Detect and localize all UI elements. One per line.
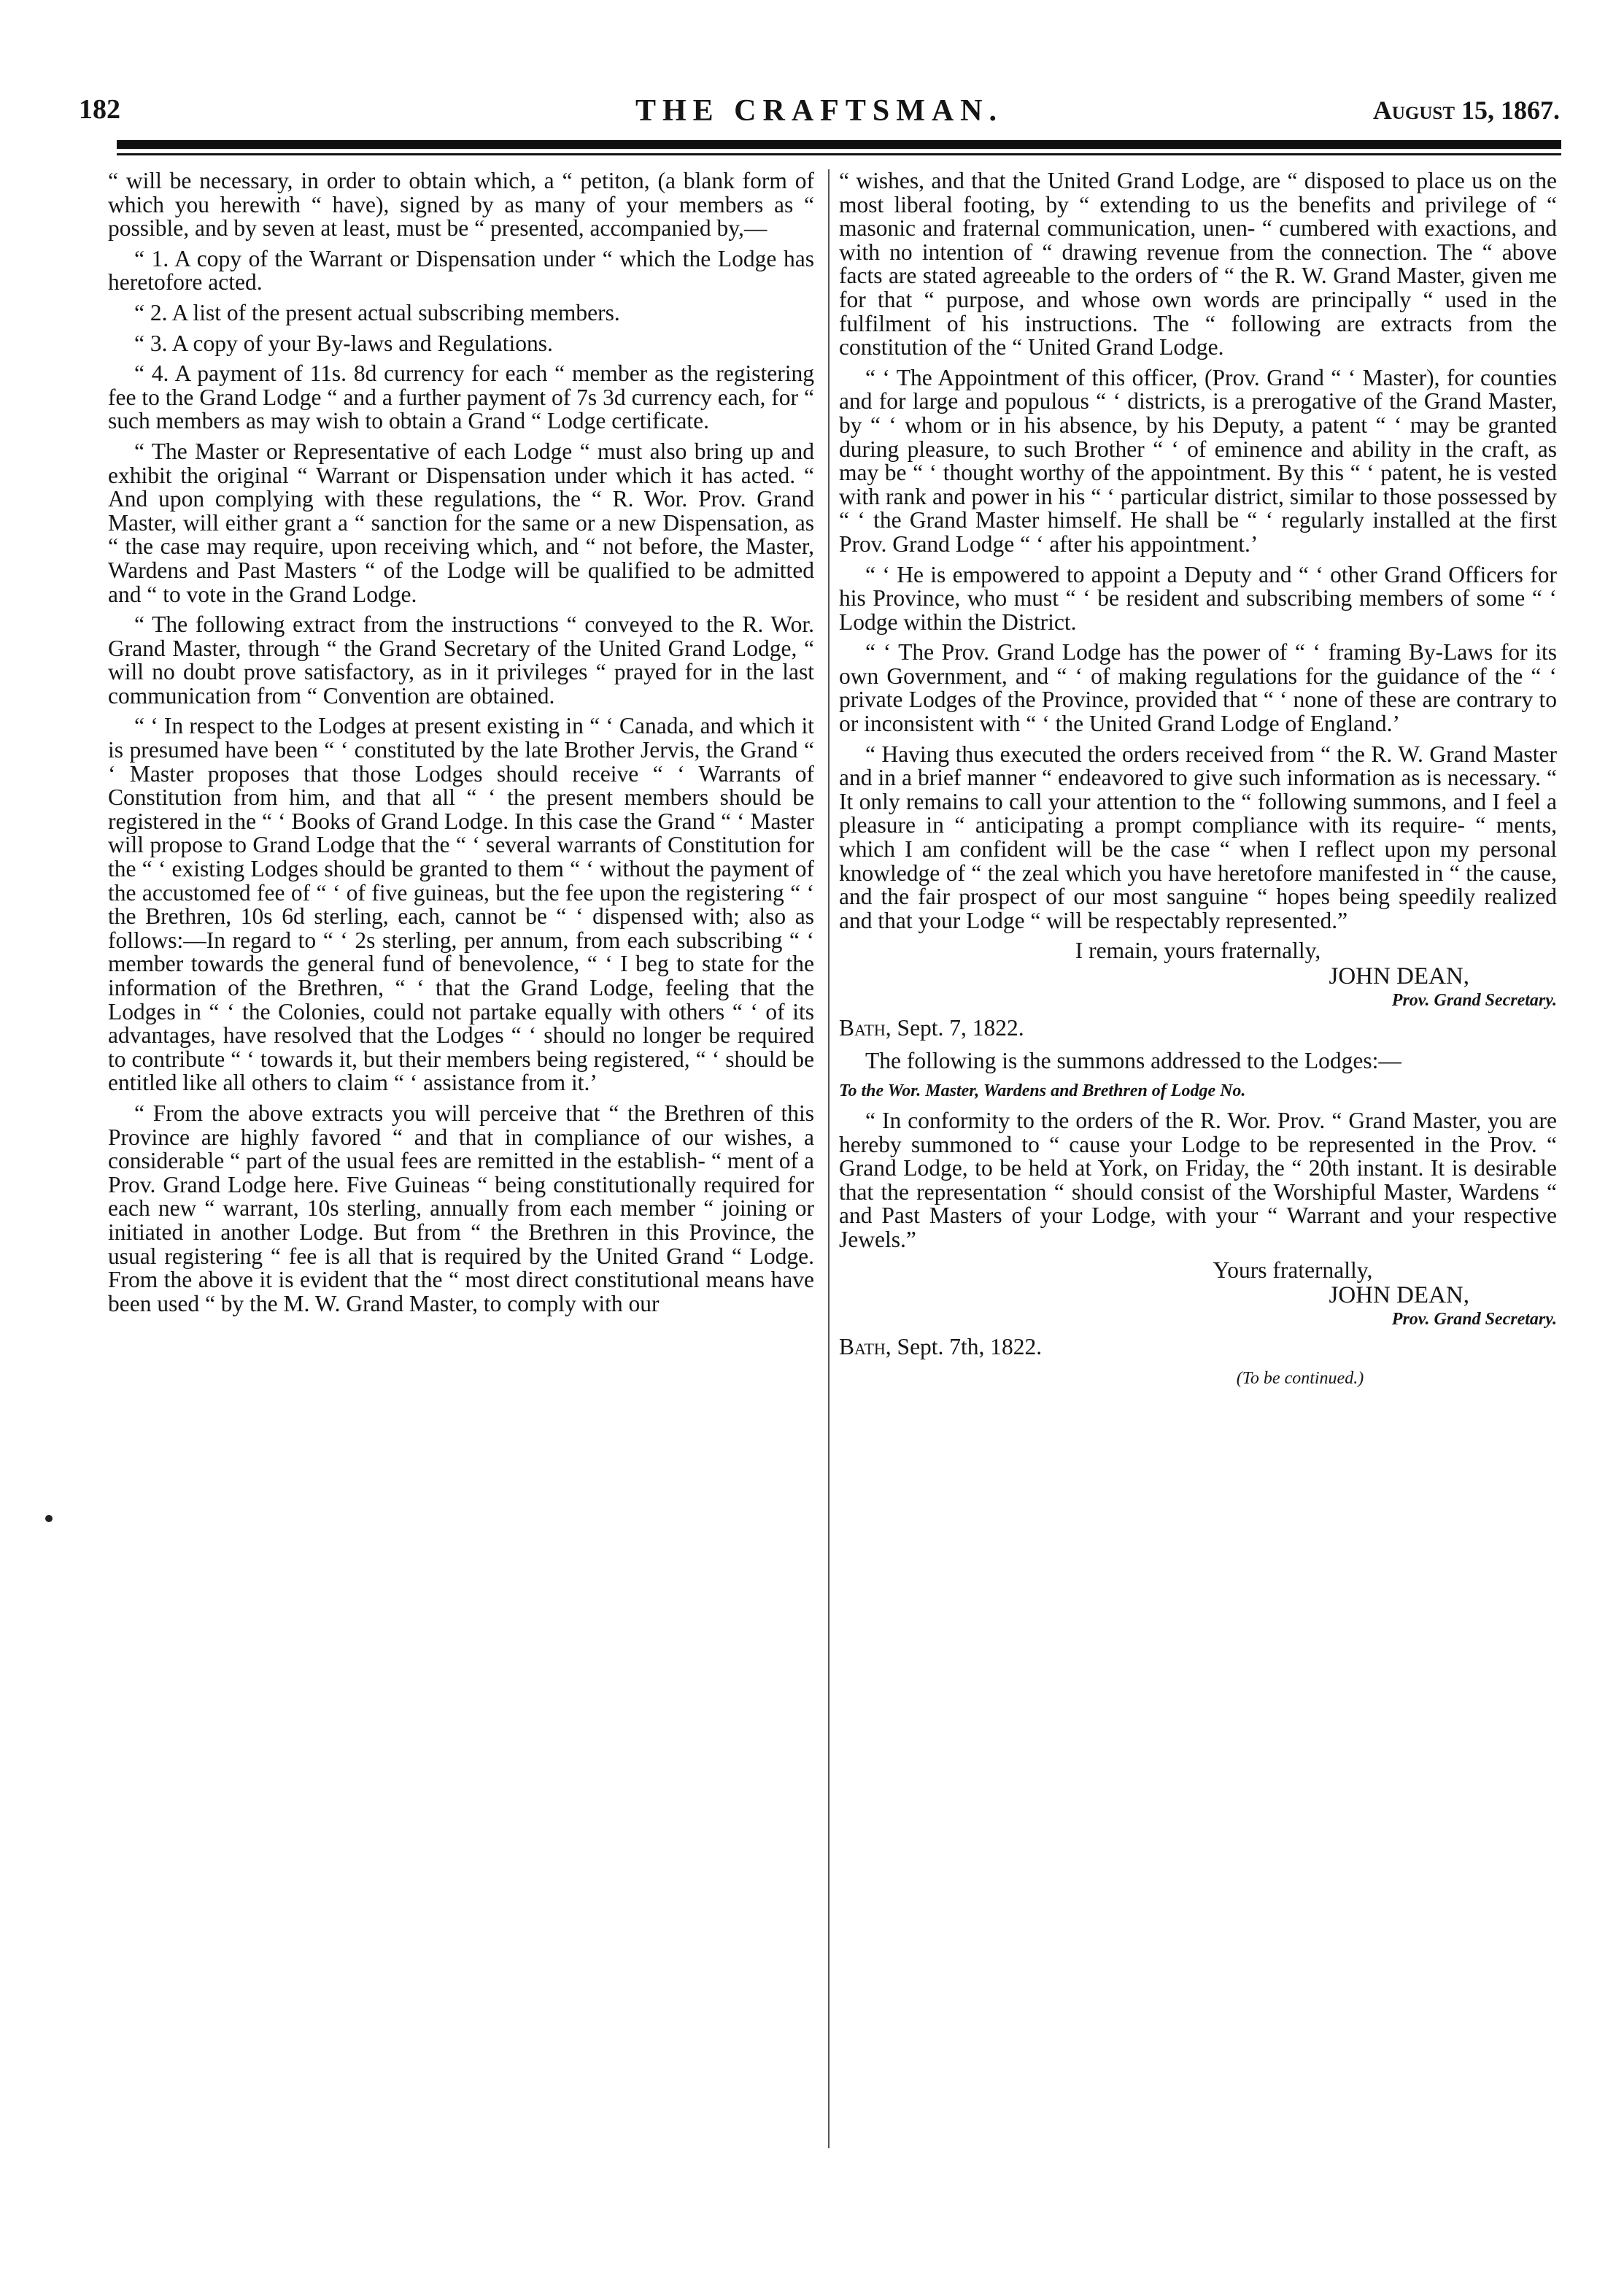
closing-salutation-1: I remain, yours fraternally, <box>1075 938 1321 964</box>
right-paragraph-4: “ ‘ The Prov. Grand Lodge has the power of “ ‘ framing By-Laws for its own Government, and “ ‘ of making regulations for the guidance of the “ ‘ private Lodges of the Province, provided that “ ‘ none of these are contrary to or inconsistent with “ ‘ the United Grand Lodge of England.’ <box>839 639 1557 737</box>
header-rule-thin <box>117 153 1561 155</box>
left-paragraph-9: “ From the above extracts you will perceive that “ the Brethren of this Province are highly favored “ and that in compliance of our wishes, a considerable “ part of the usual fees are remitted in the establish- “ ment of a Prov. Grand Lodge here. Five Guineas “ being constitutionally required for each new “ warrant, 10s sterling, annually from each member “ joining or initiated in another Lodge. But from “ the Brethren in this Province, the usual registering “ fee is all that is required by the United Grand “ Lodge. From the above it is evident that the “ most direct constitutional means have been used “ by the M. W. Grand Master, to comply with our <box>108 1100 814 1316</box>
column-divider <box>828 169 830 2148</box>
dateline-2-date: Sept. 7th, 1822. <box>897 1334 1043 1360</box>
right-paragraph-1: “ wishes, and that the United Grand Lodge, are “ disposed to place us on the most liberal footing, by “ extending to us the benefits and privilege of “ masonic and fraternal communication, unen- “ cumbered with exactions, and with no intention of “ drawing revenue from the connection. The “ above facts are stated agreeable to the orders of “ the R. W. Grand Master, given me for that “ purpose, and whose own words are principally “ used in the fulfilment of his instructions. The “ following are extracts from the constitution of the “ United Grand Lodge. <box>839 168 1557 360</box>
left-paragraph-1: “ will be necessary, in order to obtain which, a “ petiton, (a blank form of which you herewith “ have), signed by as many of your members as “ possible, and by seven at least, must be “ presented, accompanied by,— <box>108 168 814 242</box>
issue-date: August 15, 1867. <box>1372 96 1560 125</box>
summons-address: To the Wor. Master, Wardens and Brethren of Lodge No. <box>839 1081 1246 1101</box>
dateline-1-date: Sept. 7, 1822. <box>897 1015 1024 1041</box>
signer-title-2: Prov. Grand Secretary. <box>1391 1309 1557 1329</box>
left-paragraph-4: “ 3. A copy of your By-laws and Regulations. <box>134 330 553 356</box>
signer-title-1: Prov. Grand Secretary. <box>1391 990 1557 1010</box>
dateline-2-place: Bath, <box>839 1334 892 1360</box>
page-number: 182 <box>79 94 120 125</box>
left-paragraph-2: “ 1. A copy of the Warrant or Dispensation under “ which the Lodge has heretofore acted. <box>108 245 814 296</box>
summons-intro: The following is the summons addressed to the Lodges:— <box>865 1047 1401 1073</box>
left-paragraph-5: “ 4. A payment of 11s. 8d currency for each “ member as the registering fee to the Grand Lodge “ and a further payment of 7s 3d currency each, for “ such members as may wish to obtain a Grand “ Lodge certificate. <box>108 360 814 434</box>
left-paragraph-6: “ The Master or Representative of each Lodge “ must also bring up and exhibit the original “ Warrant or Dispensation under which it has acted. “ And upon complying with these regulations, the “ R. Wor. Prov. Grand Master, will either grant a “ sanction for the same or a new Dispensation, as “ the case may require, upon receiving which, and “ not before, the Master, Wardens and Past Masters “ of the Lodge will be qualified to be admitted and “ to vote in the Grand Lodge. <box>108 438 814 607</box>
signer-name-1: JOHN DEAN, <box>1329 963 1469 989</box>
left-paragraph-8: “ ‘ In respect to the Lodges at present existing in “ ‘ Canada, and which it is presumed have been “ ‘ constituted by the late Brother Jervis, the Grand “ ‘ Master proposes that those Lodges should receive “ ‘ Warrants of Constitution from him, and that all “ ‘ the present members should be registered in the “ ‘ Books of Grand Lodge. In this case the Grand “ ‘ Master will propose to Grand Lodge that the “ ‘ several warrants of Constitution for the “ ‘ existing Lodges should be granted to them “ ‘ without the payment of the accustomed fee of “ ‘ of five guineas, but the fee upon the registering “ ‘ the Brethren, 10s 6d sterling, each, cannot be “ ‘ dispensed with; also as follows:—In regard to “ ‘ 2s sterling, per annum, from each subscribing “ ‘ member towards the general fund of benevolence, “ ‘ I beg to state for the information of the Brethren, “ ‘ that the Grand Lodge, feeling that the Lodges in “ ‘ the Colonies, could not partake equally with others “ ‘ of its advantages, have resolved that the Lodges “ ‘ should no longer be required to contribute “ ‘ towards it, but their members being registered, “ ‘ should be entitled like all others to claim “ ‘ assistance from it.’ <box>108 713 814 1096</box>
left-column <box>108 169 814 1322</box>
summons-body: “ In conformity to the orders of the R. Wor. Prov. “ Grand Master, you are hereby summoned to “ cause your Lodge to be represented in the Prov. “ Grand Lodge, to be held at York, on Friday, the “ 20th instant. It is desirable that the representation “ should consist of the Worshipful Master, Wardens “ and Past Masters of your Lodge, with your “ Warrant and your respective Jewels.” <box>839 1107 1557 1252</box>
page-header <box>79 93 1560 137</box>
journal-title: THE CRAFTSMAN. <box>635 94 1004 128</box>
to-be-continued-note: (To be continued.) <box>1236 1368 1364 1388</box>
margin-dot <box>45 1515 53 1522</box>
dateline-1 <box>839 1016 1557 1041</box>
signer-name-2: JOHN DEAN, <box>1329 1282 1469 1309</box>
right-paragraph-3: “ ‘ He is empowered to appoint a Deputy and “ ‘ other Grand Officers for his Province, who must “ ‘ be resident and subscribing members of some “ ‘ Lodge within the District. <box>839 561 1557 635</box>
dateline-2 <box>839 1335 1557 1359</box>
left-paragraph-3: “ 2. A list of the present actual subscribing members. <box>134 299 620 325</box>
right-paragraph-2: “ ‘ The Appointment of this officer, (Prov. Grand “ ‘ Master), for counties and for large and populous “ ‘ districts, is a prerogative of the Grand Master, by “ ‘ whom or in his absence, by his Deputy, a patent “ ‘ may be granted during pleasure, to such Brother “ ‘ of eminence and ability in the craft, as may be “ ‘ thought worthy of the appointment. By this “ ‘ patent, he is vested with rank and power in his “ ‘ particular district, similar to those possessed by “ ‘ the Grand Master himself. He shall be “ ‘ regularly installed at the first Prov. Grand Lodge “ ‘ after his appointment.’ <box>839 364 1557 557</box>
closing-salutation-2: Yours fraternally, <box>1213 1257 1373 1283</box>
header-rule-thick <box>117 140 1561 149</box>
left-paragraph-7: “ The following extract from the instructions “ conveyed to the R. Wor. Grand Master, through “ the Grand Secretary of the United Grand Lodge, “ will no doubt prove satisfactory, as in it privileges “ prayed for in the last communication from “ Convention are obtained. <box>108 611 814 709</box>
right-paragraph-5: “ Having thus executed the orders received from “ the R. W. Grand Master and in a brief manner “ endeavored to give such information as is necessary. “ It only remains to call your attention to the “ following summons, and I feel a pleasure in “ anticipating a prompt compliance with its require- “ ments, which I am confident will be the case “ when I reflect upon my personal knowledge of “ the zeal which you have heretofore manifested in “ the cause, and the fair prospect of our most sanguine “ hopes being speedily realized and that your Lodge “ will be respectably represented.” <box>839 741 1557 933</box>
dateline-1-place: Bath, <box>839 1015 892 1041</box>
right-column <box>839 169 1557 1391</box>
